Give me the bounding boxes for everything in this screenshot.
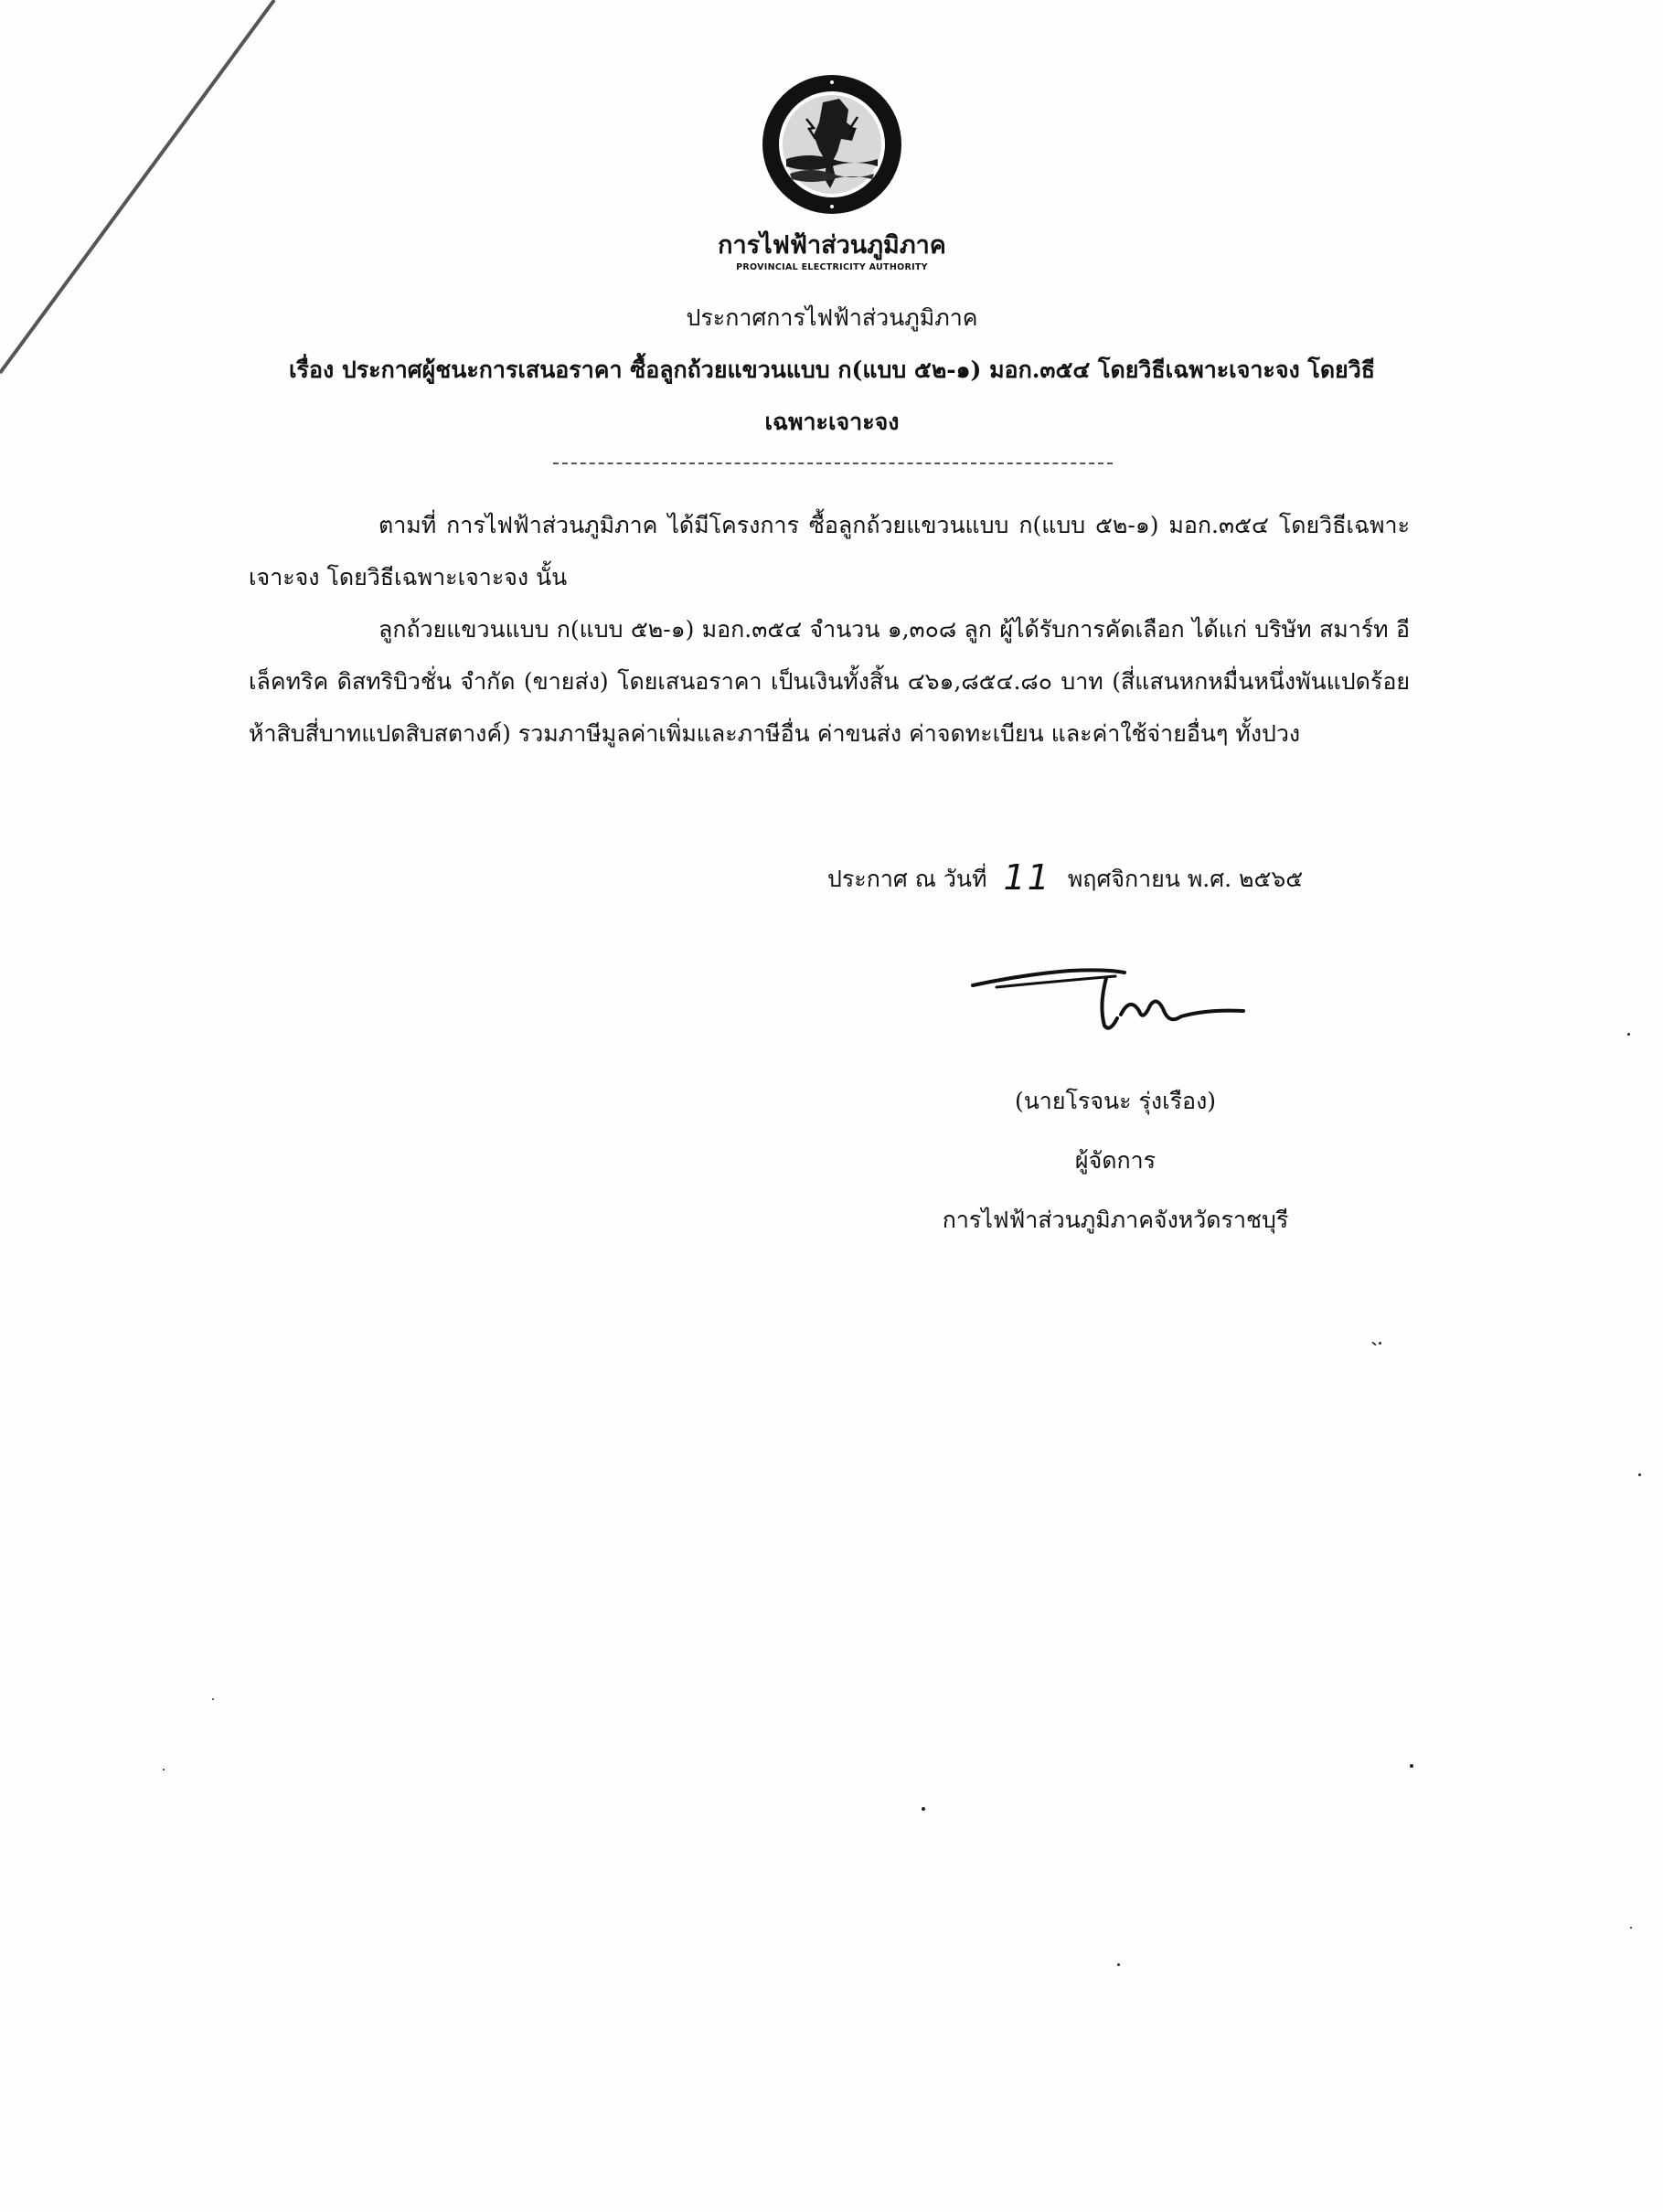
scan-speck <box>1371 1341 1377 1345</box>
scan-speck <box>1638 1473 1641 1476</box>
scan-speck <box>1117 1963 1120 1966</box>
dashed-divider <box>553 463 1113 464</box>
announcement-issuer: ประกาศการไฟฟ้าส่วนภูมิภาค <box>686 304 978 331</box>
letterhead <box>713 71 951 272</box>
signatory-name: (นายโรจนะ รุ่งเรือง) <box>1014 1088 1217 1114</box>
date-prefix: ประกาศ ณ วันที่ <box>827 866 987 892</box>
scan-speck <box>1410 1764 1413 1768</box>
signatory-title: ผู้จัดการ <box>1074 1147 1157 1174</box>
date-suffix: พฤศจิกายน พ.ศ. ๒๕๖๕ <box>1067 866 1304 892</box>
scan-speck <box>212 1698 214 1700</box>
org-name-english: PROVINCIAL ELECTRICITY AUTHORITY <box>736 262 928 272</box>
handwritten-signature <box>969 951 1262 1051</box>
org-name-thai: การไฟฟ้าส่วนภูมิภาค <box>718 231 946 260</box>
scan-speck <box>163 1769 165 1771</box>
scan-speck <box>1630 1927 1632 1929</box>
body-paragraph-1: ตามที่ การไฟฟ้าส่วนภูมิภาค ได้มีโครงการ ซื้อลูกถ้วยแขวนแบบ ก(แบบ ๕๒-๑) มอก.๓๕๔ โดยวิธีเฉพาะเจาะจง โดยวิธีเฉพาะเจาะจง นั้น <box>249 512 1411 590</box>
pea-seal-logo <box>759 71 905 218</box>
scan-speck <box>1627 1033 1630 1036</box>
scan-speck <box>1379 1342 1381 1345</box>
announcement-date <box>827 857 1303 898</box>
scan-speck <box>922 1807 925 1811</box>
signatory-office: การไฟฟ้าส่วนภูมิภาคจังหวัดราชบุรี <box>942 1207 1289 1233</box>
date-day-handwritten: 11 <box>1003 857 1051 898</box>
announcement-subject-line-2: เฉพาะเจาะจง <box>764 409 900 435</box>
body-paragraph-2: ลูกถ้วยแขวนแบบ ก(แบบ ๕๒-๑) มอก.๓๕๔ จำนวน ๑,๓๐๘ ลูก ผู้ได้รับการคัดเลือก ได้แก่ บริษัท สมาร์ท อีเล็คทริค ดิสทริบิวชั่น จำกัด (ขายส่ง) โดยเสนอราคา เป็นเงินทั้งสิ้น ๔๖๑,๘๕๔.๘๐ บาท (สี่แสนหกหมื่นหนึ่งพันแปดร้อยห้าสิบสี่บาทแปดสิบสตางค์) รวมภาษีมูลค่าเพิ่มและภาษีอื่น ค่าขนส่ง ค่าจดทะเบียน และค่าใช้จ่ายอื่นๆ ทั้งปวง <box>249 616 1410 747</box>
announcement-subject-line-1: เรื่อง ประกาศผู้ชนะการเสนอราคา ซื้อลูกถ้วยแขวนแบบ ก(แบบ ๕๒-๑) มอก.๓๕๔ โดยวิธีเฉพาะเจาะจง โดยวิธี <box>288 356 1375 383</box>
